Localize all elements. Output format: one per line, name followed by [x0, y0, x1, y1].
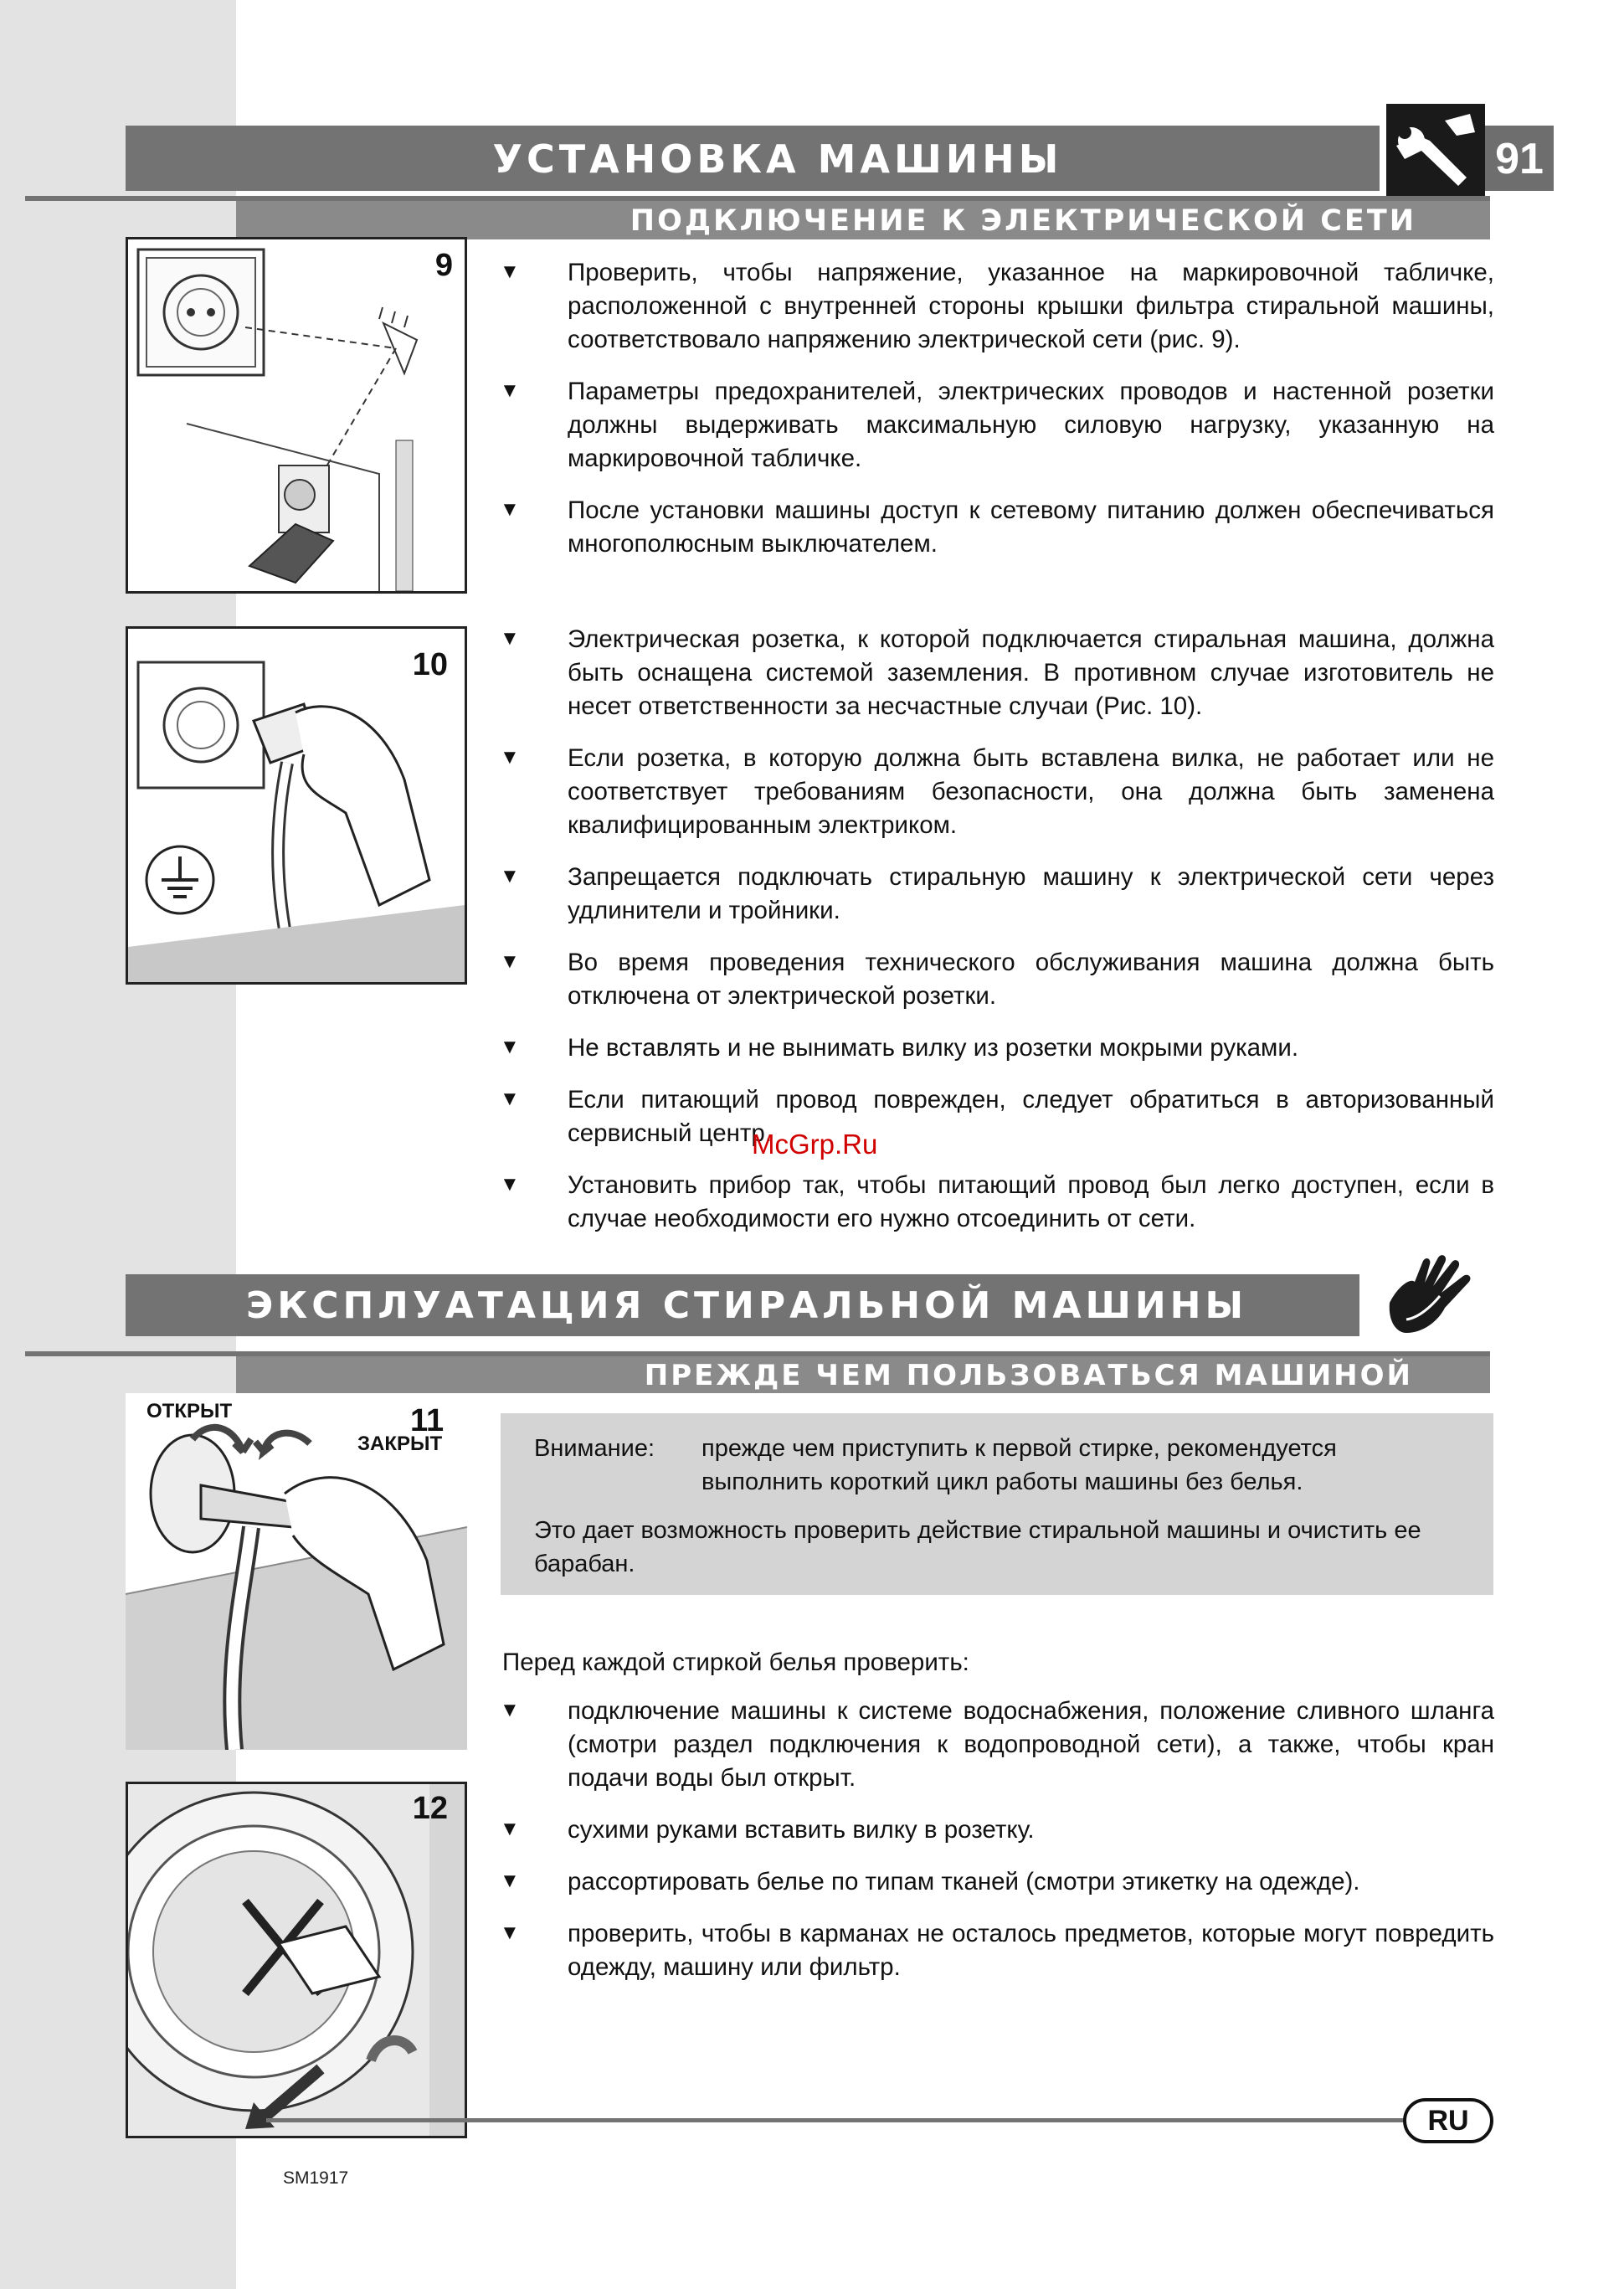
- section-title-bar: [126, 126, 1380, 191]
- bullet-triangle-icon: ▼: [500, 1921, 520, 1944]
- bullet-triangle-icon: ▼: [500, 950, 520, 973]
- list-item: ▼ После установки машины доступ к сетевому питанию должен обеспечиваться многополюсным выключателем.: [500, 496, 1494, 558]
- list-item: ▼ Проверить, чтобы напряжение, указанное на маркировочной табличке, расположенной с внутренней стороны крышки фильтра стиральной машины, соответствовало напряжению электрической сети (рис. 9).: [500, 259, 1494, 353]
- list-item: ▼ Если розетка, в которую должна быть вставлена вилка, не работает или не соответствует требованиям безопасности, она должна быть заменена квалифицированным электриком.: [500, 744, 1494, 839]
- section-subtitle-bar: [236, 201, 1490, 239]
- list-item: ▼ Установить прибор так, чтобы питающий провод был легко доступен, если в случае необходимости его нужно отсоединить от сети.: [500, 1171, 1494, 1232]
- wrench-icon-box: [1386, 104, 1485, 198]
- figure-number: 10: [412, 647, 448, 682]
- model-code: SM1917: [283, 2168, 349, 2188]
- list-item: ▼ Параметры предохранителей, электрических проводов и настенной розетки должны выдерживать максимальную силовую нагрузку, указанную на маркировочной табличке.: [500, 378, 1494, 472]
- figure-number: 9: [434, 248, 453, 283]
- bullet-triangle-icon: ▼: [500, 498, 520, 521]
- list-item: ▼ подключение машины к системе водоснабжения, положение сливного шланга (смотри раздел подключения к водопроводной сети), а также, чтобы кран подачи воды был открыт.: [500, 1697, 1494, 1792]
- list-item: ▼ сухими руками вставить вилку в розетку.: [500, 1816, 1035, 1844]
- list-item: ▼ рассортировать белье по типам тканей (смотри этикетку на одежде).: [500, 1868, 1360, 1895]
- bullet-triangle-icon: ▼: [500, 865, 520, 887]
- list-item: ▼ проверить, чтобы в карманах не осталось предметов, которые могут повредить одежду, машину или фильтр.: [500, 1920, 1494, 1981]
- section-title-bar: [126, 1274, 1359, 1336]
- install-bullet-list: [498, 256, 1494, 579]
- bullet-triangle-icon: ▼: [500, 1036, 520, 1058]
- figure-number: 11: [410, 1403, 445, 1438]
- figure-10: [126, 626, 467, 985]
- bullet-triangle-icon: ▼: [500, 379, 520, 402]
- checklist-intro: Перед каждой стиркой белья проверить:: [502, 1649, 969, 1676]
- bullet-triangle-icon: ▼: [500, 260, 520, 283]
- watermark: McGrp.Ru: [752, 1129, 878, 1160]
- footer-rule: [266, 2118, 1488, 2122]
- section-subtitle-bar: [236, 1356, 1490, 1393]
- list-item: ▼ Во время проведения технического обслуживания машина должна быть отключена от электрической розетки.: [500, 949, 1494, 1010]
- hand-icon: [1373, 1253, 1490, 1343]
- safety-bullet-list: [498, 623, 1494, 1254]
- bullet-triangle-icon: ▼: [500, 1870, 520, 1892]
- notice-label: Внимание:: [534, 1435, 655, 1462]
- hand-icon-box: [1373, 1253, 1490, 1343]
- list-item: ▼ Запрещается подключать стиральную машину к электрической сети через удлинители и тройники.: [500, 863, 1494, 924]
- bullet-triangle-icon: ▼: [500, 1699, 520, 1721]
- bullet-triangle-icon: ▼: [500, 1088, 520, 1110]
- notice-text: прежде чем приступить к первой стирке, рекомендуется выполнить короткий цикл работы машины без белья.: [702, 1435, 1337, 1495]
- page-number: 91: [1485, 126, 1554, 191]
- list-item: ▼ Не вставлять и не вынимать вилку из розетки мокрыми руками.: [500, 1034, 1299, 1062]
- socket-and-label-illustration: [128, 239, 465, 591]
- wrench-icon: [1386, 104, 1485, 198]
- language-badge: RU: [1403, 2098, 1493, 2143]
- bullet-triangle-icon: ▼: [500, 746, 520, 769]
- notice-paragraph: Это дает возможность проверить действие стиральной машины и очистить ее барабан.: [534, 1517, 1421, 1577]
- figure-11: [126, 1393, 467, 1750]
- list-item: ▼ Электрическая розетка, к которой подключается стиральная машина, должна быть оснащена системой заземления. В противном случае изготовитель не несет ответственности за несчастные случаи (Рис. 10).: [500, 625, 1494, 720]
- figure-12: [126, 1782, 467, 2138]
- section-subtitle: ПОДКЛЮЧЕНИЕ К ЭЛЕКТРИЧЕСКОЙ СЕТИ: [630, 204, 1416, 238]
- checklist-bullet-list: [498, 1695, 1494, 2003]
- attention-notice: [501, 1413, 1493, 1595]
- section-title: УСТАНОВКА МАШИНЫ: [492, 136, 1063, 182]
- bullet-triangle-icon: ▼: [500, 627, 520, 650]
- figure-9: [126, 237, 467, 594]
- bullet-triangle-icon: ▼: [500, 1818, 520, 1840]
- section-subtitle: ПРЕЖДЕ ЧЕМ ПОЛЬЗОВАТЬСЯ МАШИНОЙ: [644, 1359, 1413, 1392]
- section-title: ЭКСПЛУАТАЦИЯ СТИРАЛЬНОЙ МАШИНЫ: [245, 1284, 1248, 1327]
- list-item: ▼ Если питающий провод поврежден, следует обратиться в авторизованный сервисный центр.: [500, 1086, 1494, 1147]
- label-closed: ЗАКРЫТ: [357, 1433, 443, 1455]
- figure-number: 12: [412, 1791, 448, 1826]
- label-open: ОТКРЫТ: [146, 1400, 233, 1422]
- bullet-triangle-icon: ▼: [500, 1173, 520, 1196]
- washer-door-illustration: [128, 1784, 465, 2136]
